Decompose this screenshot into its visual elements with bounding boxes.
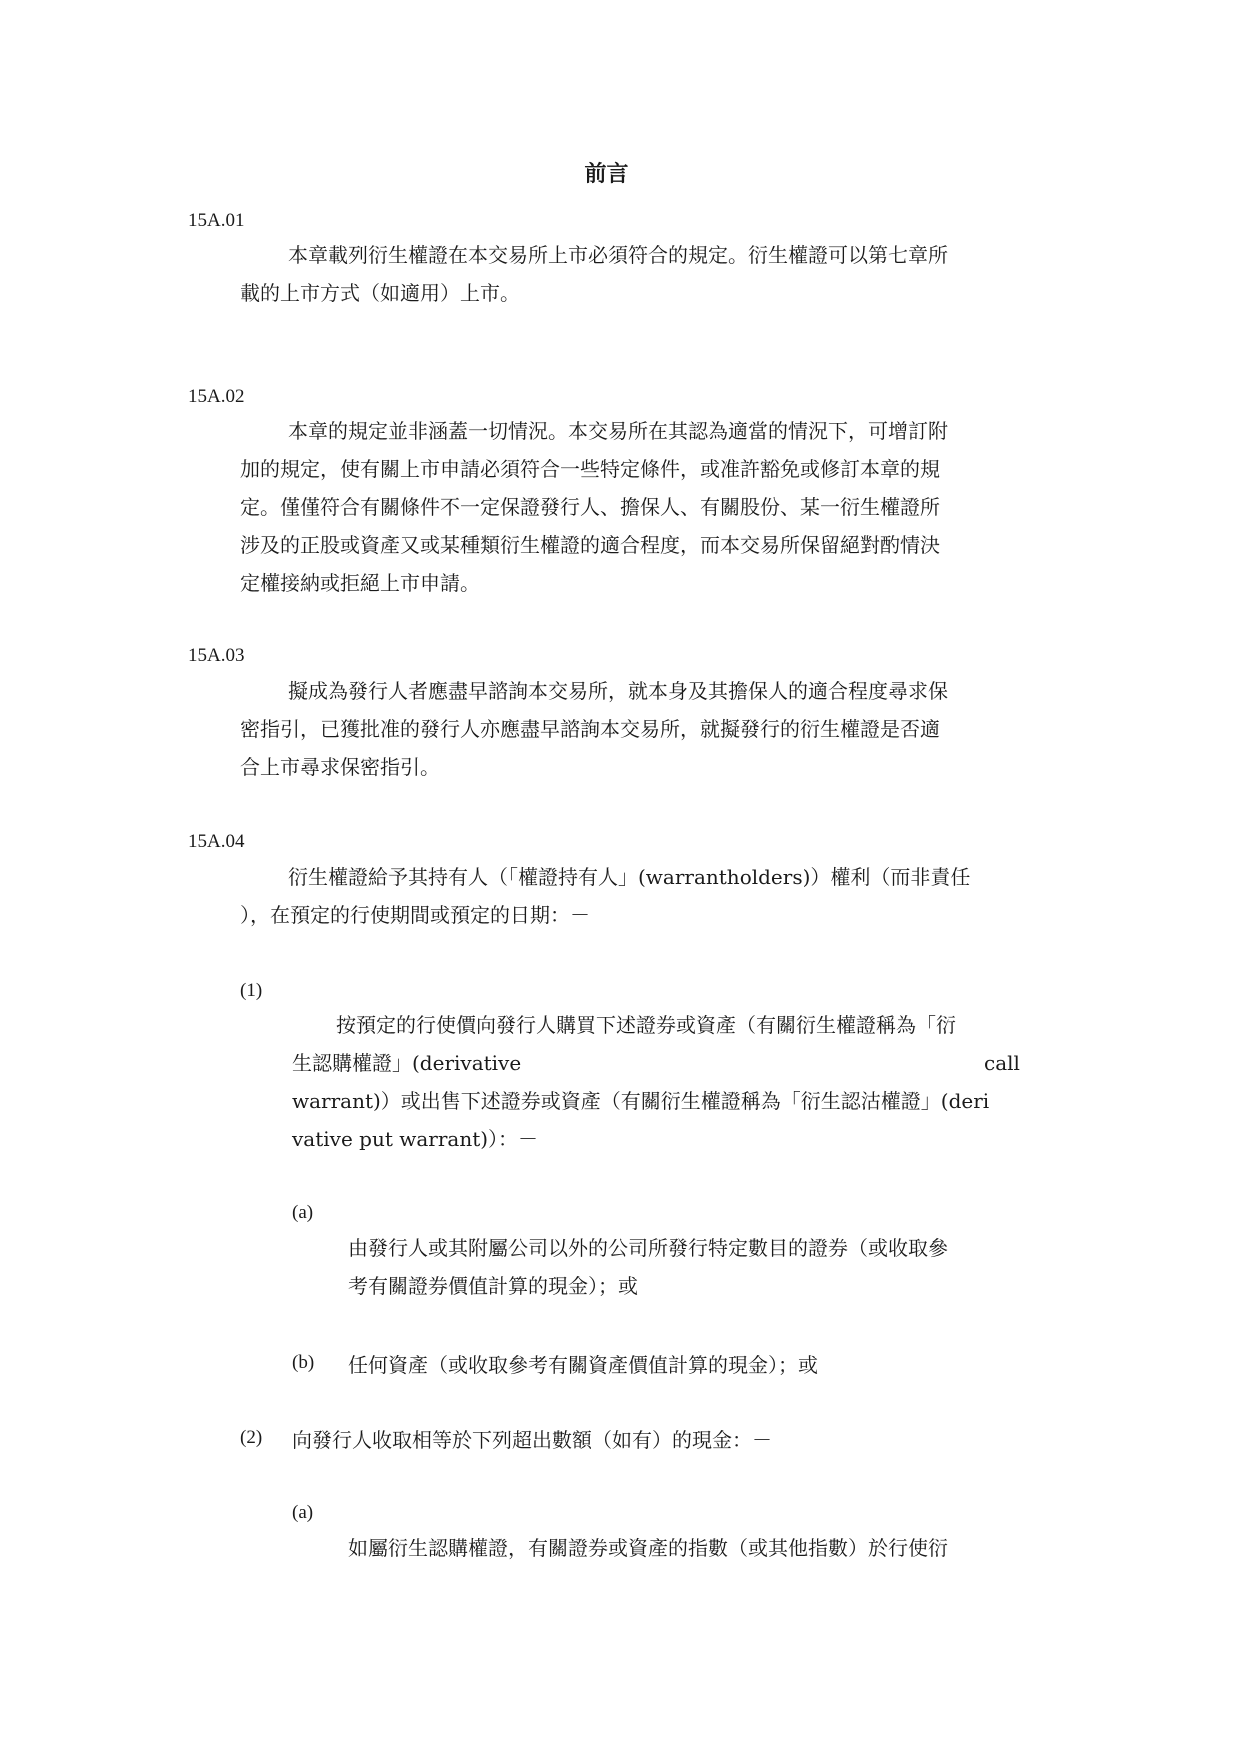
- item-line: 生認購權證」(derivative: [292, 1051, 522, 1075]
- paragraph-line: 加的規定，使有關上市申請必須符合一些特定條件，或准許豁免或修訂本章的規: [240, 457, 940, 481]
- item-line: vative put warrant)）：－: [292, 1127, 539, 1151]
- item-line: warrant)）或出售下述證券或資產（有關衍生權證稱為「衍生認沽權證」(deri: [292, 1089, 990, 1113]
- subitem-label: (a): [292, 1202, 314, 1223]
- paragraph-line: ），在預定的行使期間或預定的日期：－: [240, 903, 590, 927]
- paragraph-line: 密指引，已獲批准的發行人亦應盡早諮詢本交易所，就擬發行的衍生權證是否適: [240, 717, 940, 741]
- page-title: 前言: [584, 161, 629, 187]
- subitem-line: 任何資產（或收取參考有關資產價值計算的現金）；或: [348, 1353, 818, 1377]
- paragraph-line: 擬成為發行人者應盡早諮詢本交易所，就本身及其擔保人的適合程度尋求保: [288, 679, 948, 703]
- subitem-line: 如屬衍生認購權證，有關證券或資產的指數（或其他指數）於行使衍: [348, 1536, 948, 1560]
- section-number: 15A.03: [188, 645, 245, 666]
- section-number: 15A.02: [188, 386, 245, 407]
- subitem-line: 由發行人或其附屬公司以外的公司所發行特定數目的證券（或收取參: [348, 1236, 948, 1260]
- item-label: (2): [240, 1427, 263, 1448]
- section-number: 15A.01: [188, 210, 245, 231]
- subitem-label: (b): [292, 1352, 315, 1373]
- subitem-label: (a): [292, 1502, 314, 1523]
- paragraph-line: 本章的規定並非涵蓋一切情況。本交易所在其認為適當的情況下，可增訂附: [288, 419, 948, 443]
- item-label: (1): [240, 980, 263, 1001]
- item-line: call: [984, 1051, 1020, 1075]
- paragraph-line: 合上市尋求保密指引。: [240, 755, 440, 779]
- item-line: 向發行人收取相等於下列超出數額（如有）的現金：－: [292, 1428, 772, 1452]
- paragraph-line: 定。僅僅符合有關條件不一定保證發行人、擔保人、有關股份、某一衍生權證所: [240, 495, 940, 519]
- item-line: 按預定的行使價向發行人購買下述證券或資產（有關衍生權證稱為「衍: [336, 1013, 956, 1037]
- paragraph-line: 載的上市方式（如適用）上市。: [240, 281, 520, 305]
- paragraph-line: 衍生權證給予其持有人（「權證持有人」(warrantholders)）權利（而非責任: [288, 865, 971, 889]
- paragraph-line: 定權接納或拒絕上市申請。: [240, 571, 480, 595]
- section-number: 15A.04: [188, 831, 245, 852]
- paragraph-line: 涉及的正股或資產又或某種類衍生權證的適合程度，而本交易所保留絕對酌情決: [240, 533, 940, 557]
- paragraph-line: 本章載列衍生權證在本交易所上市必須符合的規定。衍生權證可以第七章所: [288, 243, 948, 267]
- subitem-line: 考有關證券價值計算的現金）；或: [348, 1274, 638, 1298]
